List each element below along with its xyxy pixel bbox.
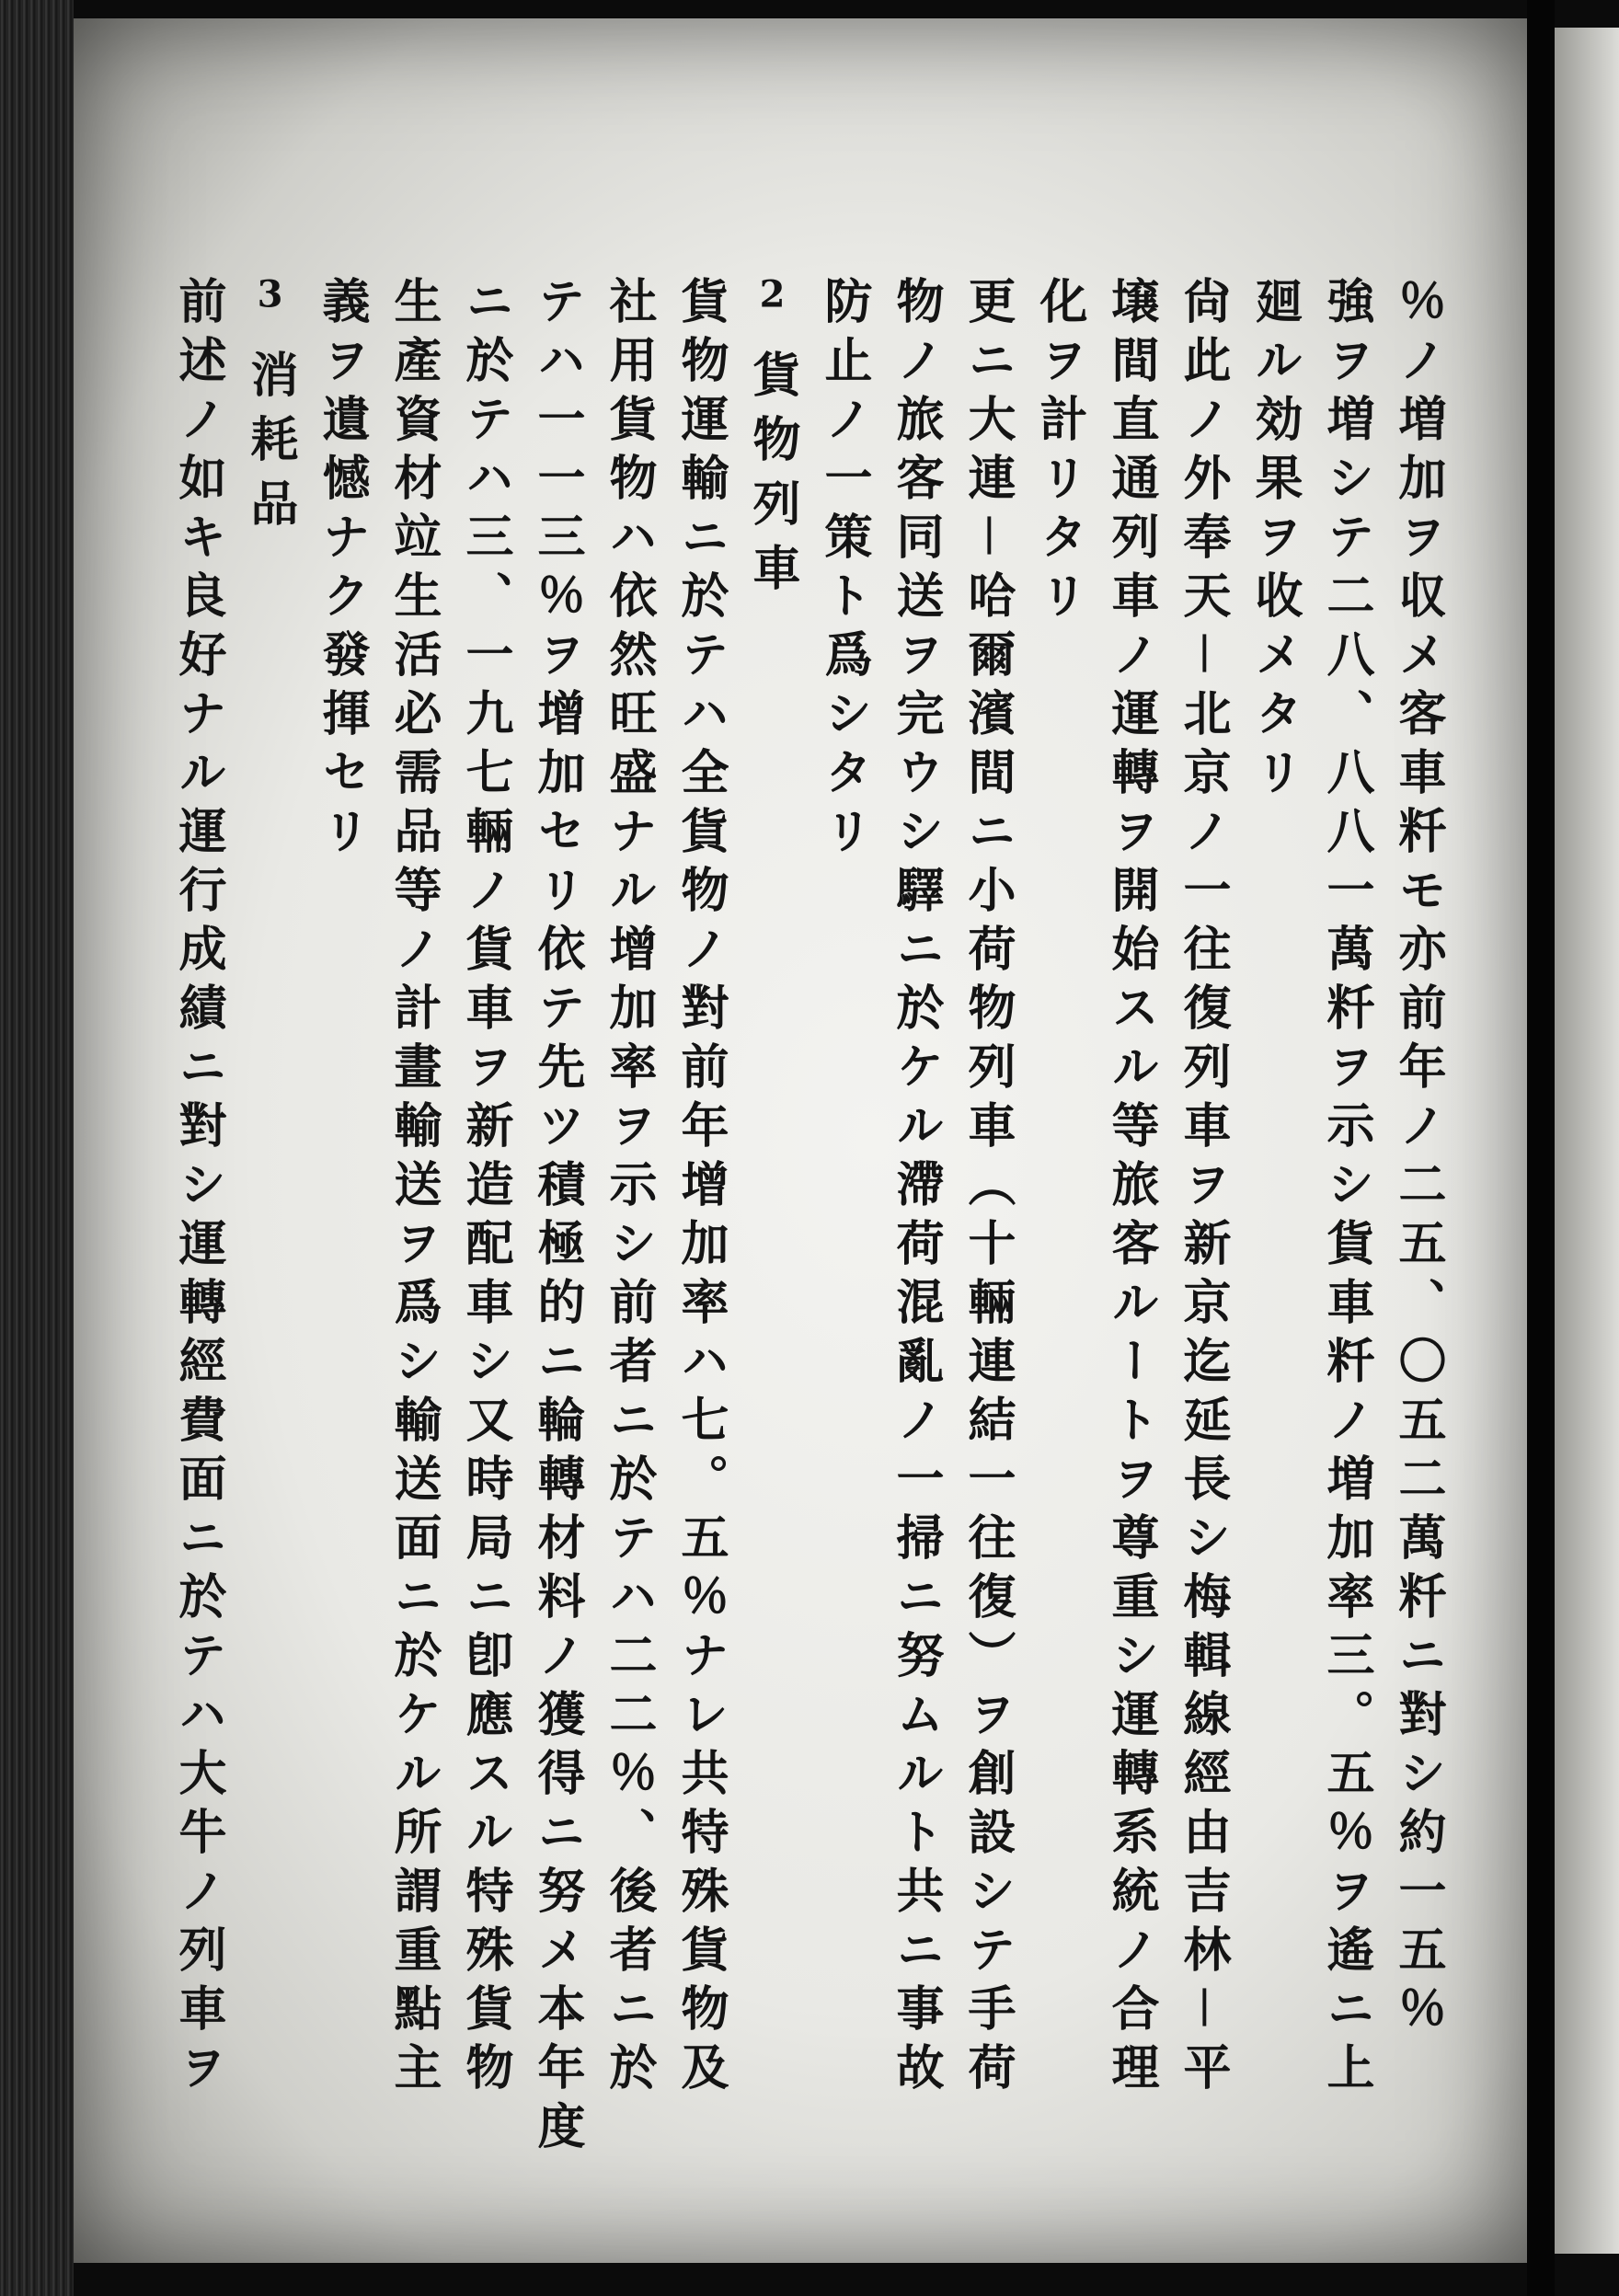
text-column: テハ一一三％ヲ增加セリ依テ先ツ積極的ニ輪轉材料ノ獲得ニ努メ本年度 (529, 276, 585, 2160)
section-2-heading: 貨物列車 (744, 350, 800, 607)
text-column: 前述ノ如キ良好ナル運行成績ニ對シ運轉經費面ニ於テハ大牛ノ列車ヲ (170, 276, 226, 2101)
section-3-heading-column (234, 276, 305, 2208)
book-gutter (1527, 0, 1555, 2296)
section-3-heading: 消耗品 (242, 350, 298, 543)
text-column: 社用貨物ハ依然旺盛ナル增加率ヲ示シ前者ニ於テハ二二％、後者ニ於 (601, 276, 657, 2101)
text-column: 化ヲ計リタリ (1031, 276, 1087, 629)
text-column: 防止ノ一策ト爲シタリ (816, 276, 872, 865)
text-column: 廻ル効果ヲ收メタリ (1246, 276, 1303, 806)
next-page-sliver (1555, 28, 1619, 2254)
text-column: 義ヲ遺憾ナク發揮セリ (314, 276, 370, 865)
section-2-number: 2 (759, 276, 786, 313)
text-column: 壌間直通列車ノ運轉ヲ開始スル等旅客ルートヲ尊重シ運轉系統ノ合理 (1103, 276, 1159, 2101)
book-edge (0, 0, 74, 2296)
text-column: ニ於テハ三、一九七輛ノ貨車ヲ新造配車シ又時局ニ卽應スル特殊貨物 (457, 276, 513, 2101)
text-column: 生產資材竝生活必需品等ノ計畫輸送ヲ爲シ輸送面ニ於ケル所謂重點主 (385, 276, 442, 2101)
vertical-text-block (162, 276, 1453, 2208)
text-column: 尙此ノ外奉天－北京ノ一往復列車ヲ新京迄延長シ梅輯線經由吉林－平 (1175, 276, 1231, 2101)
text-column: ％ノ増加ヲ収メ客車粁モ亦前年ノ二五、〇五二萬粁ニ對シ約一五％ (1390, 276, 1446, 2042)
text-column: 強ヲ増シテ二八、八八一萬粁ヲ示シ貨車粁ノ増加率三。五％ヲ遙ニ上 (1318, 276, 1374, 2101)
text-column: 物ノ旅客同送ヲ完ウシ驛ニ於ケル滯荷混亂ノ一掃ニ努ムルト共ニ事故 (888, 276, 944, 2101)
text-column: 貨物運輸ニ於テハ全貨物ノ對前年增加率ハ七。五％ナレ共特殊貨物及 (672, 276, 729, 2101)
section-2-heading-column (736, 276, 808, 2208)
text-column: 更ニ大連－哈爾濱間ニ小荷物列車（十輛連結一往復）ヲ創設シテ手荷 (959, 276, 1016, 2101)
section-3-number: 3 (257, 276, 283, 313)
